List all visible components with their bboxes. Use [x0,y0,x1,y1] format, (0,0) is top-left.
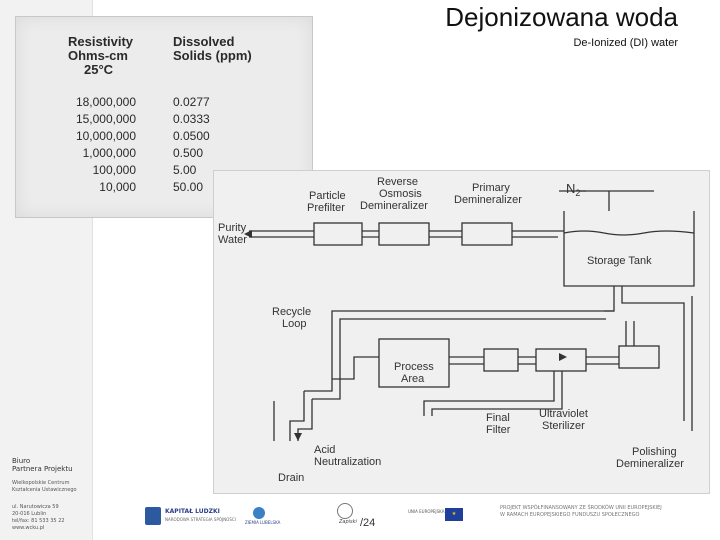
ziemia-lubelska-logo [253,507,265,519]
table-cell-solids: 0.0277 [173,95,210,109]
table-cell-solids: 50.00 [173,180,204,194]
storage-tank [564,211,694,286]
label-uv-sterilizer: Ultraviolet Sterilizer [539,408,588,432]
slide-title: Dejonizowana woda [445,2,678,32]
table-header-solids [173,35,252,63]
label-n2: $N_2$ [566,181,581,198]
table-cell-solids: 0.0333 [173,112,210,126]
label-particle-prefilter: Particle Prefilter [307,190,346,214]
sidebar-org-title-1: Biuro [12,457,31,465]
header-resistivity-line-1: Resistivity [68,34,134,49]
resistivity-column [56,94,136,196]
eu-funding-text [500,505,662,519]
table-cell-resistivity: 10,000,000 [75,129,136,143]
table-cell-solids: 5.00 [173,163,197,177]
sidebar-addr-2: 20-016 Lublin [12,511,47,517]
table-cell-resistivity: 18,000,000 [75,95,136,109]
tank-water-line [564,231,694,235]
header-solids-line-1: Dissolved [173,34,235,49]
sidebar-addr-1: ul. Narutowicza 59 [12,504,59,510]
table-cell-resistivity: 100,000 [92,163,136,177]
zapiski-logo [337,503,353,519]
header-resistivity-line-2: Ohms-cm [68,48,128,63]
polishing-demin-box [619,346,659,368]
logo-kapital-ludzki: KAPITAŁ LUDZKI [165,508,220,515]
label-primary-demineralizer: Primary Demineralizer [454,182,522,206]
sidebar-org-line-2: Kształcenia Ustawicznego [12,487,77,493]
sidebar-addr-3: tel/fax: 81 533 35 22 [12,518,65,524]
prefilter-box [314,223,362,245]
recycle-loop [304,311,614,399]
inlet-pipe [249,231,314,237]
slide-subtitle: De-Ionized (DI) water [573,37,678,49]
eu-funding-line-2: W RAMACH EUROPEJSKIEGO FUNDUSZU SPOŁECZNEGO [500,512,640,518]
table-cell-resistivity: 1,000,000 [82,146,136,160]
eu-funding-line-1: PROJEKT WSPÓŁFINANSOWANY ZE ŚRODKÓW UNII EUROPEJSKIEJ [500,505,662,511]
sidebar-addr-4: www.wcku.pl [12,525,45,531]
logo-unia-europejska: UNIA EUROPEJSKA [408,509,445,514]
label-recycle-loop: Recycle Loop [272,306,312,330]
label-reverse-osmosis: Reverse Osmosis Demineralizer [360,176,428,212]
label-polishing-demineralizer: Polishing Demineralizer [616,446,684,470]
logo-ziemia-lubelska: ZIEMIA LUBELSKA [245,520,281,525]
header-solids-line-2: Solids (ppm) [173,48,252,63]
table-cell-solids: 0.0500 [173,129,210,143]
logo-zapiski: Zapiski [339,519,357,525]
sidebar-address [12,504,65,532]
label-final-filter: Final Filter [486,412,511,436]
label-purity-water: Purity Water [218,222,247,246]
n2-line [579,191,654,211]
drain-arrow [294,433,302,441]
label-process-area: Process Area [394,361,434,385]
table-header-resistivity [68,35,133,77]
footer-logos [95,495,720,540]
eu-flag-icon: ★ [445,508,463,521]
di-water-system-diagram [213,170,710,494]
header-resistivity-line-3: 25°C [84,62,114,77]
kapital-ludzki-logo [145,507,161,525]
label-storage-tank: Storage Tank [587,255,652,267]
table-cell-resistivity: 15,000,000 [75,112,136,126]
ro-box [379,223,429,245]
label-acid-neutralization: Acid Neutralization [314,444,382,468]
primary-demin-box [462,223,512,245]
label-drain: Drain [278,472,305,484]
logo-kapital-ludzki-sub: NARODOWA STRATEGIA SPÓJNOŚCI [165,517,236,522]
final-filter-box [484,349,518,371]
page-number: /24 [360,517,376,529]
table-cell-resistivity: 10,000 [99,180,136,194]
sidebar-org-line-1: Wielkopolskie Centrum [12,480,70,486]
flow-arrow [559,353,567,361]
sidebar-org-title-2: Partnera Projektu [12,465,73,473]
sidebar-org-lines [12,480,77,494]
table-cell-solids: 0.500 [173,146,204,160]
solids-column [173,94,210,196]
tank-outlet [604,286,692,431]
sidebar-org-title [12,457,73,473]
